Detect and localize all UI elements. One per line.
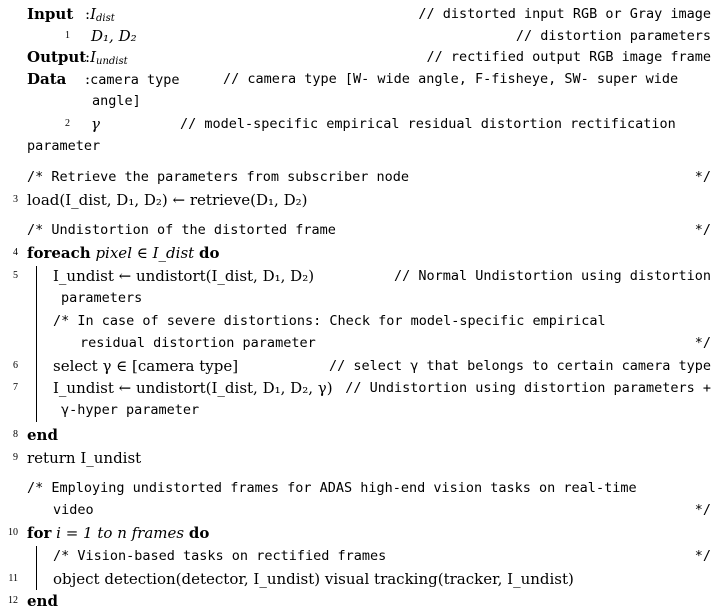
input-var: I <box>90 5 96 23</box>
line-8 <box>0 423 719 447</box>
line-6 <box>0 354 719 378</box>
input-line: Input $:I_{dist}$ // distorted input RGB or Gray image <box>0 2 719 26</box>
line-number: 11 <box>8 573 18 584</box>
keyword-do: do <box>188 524 210 542</box>
statement: I_undist ← undistort(I_dist, D₁, D₂, γ) <box>53 379 333 397</box>
statement: select γ ∈ [camera type] <box>53 357 239 375</box>
line-4 <box>0 241 719 265</box>
foreach-block-bar <box>36 266 37 422</box>
line-number: 8 <box>13 429 18 440</box>
line-11 <box>0 567 719 591</box>
output-label: Output <box>27 48 87 66</box>
statement-comment: // Normal Undistortion using distortion <box>394 268 711 284</box>
keyword-end: end <box>27 592 58 610</box>
statement: return I_undist <box>27 449 142 467</box>
statement-comment: // select γ that belongs to certain camera type <box>328 358 711 374</box>
comment-retrieve: /* Retrieve the parameters from subscriber node */ <box>27 169 711 185</box>
data-comment: // camera type [W- wide angle, F-fisheye, SW- super wide <box>223 71 679 87</box>
line-number: 10 <box>8 527 18 538</box>
params-comment: // distortion parameters <box>515 28 711 44</box>
output-sub: undist <box>96 56 128 67</box>
comment-vision: /* Vision-based tasks on rectified frames */ <box>53 548 711 564</box>
line-number: 6 <box>13 360 18 371</box>
keyword-end: end <box>27 426 58 444</box>
keyword-foreach: foreach <box>27 244 91 262</box>
output-var: I <box>90 48 96 66</box>
input-comment: // distorted input RGB or Gray image <box>418 6 711 22</box>
statement-comment-cont: parameters <box>61 290 143 306</box>
comment-adas: /* Employing undistorted frames for ADAS high-end vision tasks on real-time <box>27 480 637 496</box>
keyword-do: do <box>198 244 220 262</box>
keyword-for: for <box>27 524 52 542</box>
statement: I_undist ← undistort(I_dist, D₁, D₂) <box>53 267 315 285</box>
gamma-comment-cont: parameter <box>27 138 101 154</box>
algorithm-block: Input $:I_{dist}$ // distorted input RGB or Gray image 1 D₁, D₂ // distortion parameters Output $:I_{undist}$ // rectified output RGB image frame Data :camera type // camera type [W- wide angle, F-fisheye, SW- super wide angle] 2 γ // model-specific empirical residual distortion rectification parameter /* Retrieve the parameters from subscriber node */ 3 load(I_dist, D₁, D₂) ← retrieve(D₁, D₂) /* Undistortion of the distorted frame */ 4 foreach pixel ∈ I_dist do 5 I_undist ← undistort(I_dist, D₁, D₂) // Normal Undistortion using distortion parameters /* In case of severe distortions: Check for model-specific empirical residual distortion parameter */ 6 select γ ∈ [camera type] // select γ that belongs to certain camera type 7 I_undist ← undistort(I_dist, D₁, D₂, γ) // Undistortion using distortion parameters + γ-hyper parameter 8 end 9 return I_undist /* Employing undistorted frames for ADAS high-end vision tasks on real-time video */ 10 for i = 1 to n frames do /* Vision-based tasks on rectified frames */ 11 object detection(detector, I_undist) visual tracking(tracker, I_undist) 12 end <box>0 0 719 612</box>
line-number: 3 <box>13 194 18 205</box>
line-5 <box>0 264 719 288</box>
comment-undistort: /* Undistortion of the distorted frame */ <box>27 222 711 238</box>
line-number: 1 <box>65 30 70 41</box>
data-label: Data <box>27 70 67 88</box>
params: D₁, D₂ <box>91 27 137 45</box>
comment-severe: /* In case of severe distortions: Check for model-specific empirical <box>53 313 606 329</box>
line-7 <box>0 376 719 400</box>
statement: load(I_dist, D₁, D₂) ← retrieve(D₁, D₂) <box>27 191 308 209</box>
loop-condition: i = 1 to n frames <box>56 524 185 542</box>
output-comment: // rectified output RGB image frame <box>426 49 711 65</box>
input-label: Input <box>27 5 74 23</box>
line-12 <box>0 589 719 613</box>
line-3 <box>0 188 719 212</box>
data-comment-cont: angle] <box>92 93 141 109</box>
line-number: 5 <box>13 270 18 281</box>
input-sub: dist <box>96 13 115 24</box>
data-item: camera type <box>90 72 180 88</box>
statement-comment-cont: γ-hyper parameter <box>61 402 200 418</box>
line-10 <box>0 521 719 545</box>
data-line: Data :camera type // camera type [W- wide angle, F-fisheye, SW- super wide <box>0 67 719 91</box>
gamma-comment: // model-specific empirical residual distortion rectification <box>180 116 676 132</box>
for-block-bar <box>36 546 37 590</box>
loop-condition: pixel ∈ I_dist <box>95 244 195 262</box>
line-number: 7 <box>13 382 18 393</box>
statement: object detection(detector, I_undist) visual tracking(tracker, I_undist) <box>53 570 574 588</box>
line-9 <box>0 446 719 470</box>
statement-comment: // Undistortion using distortion parameters + <box>345 380 711 396</box>
line-number: 12 <box>8 595 18 606</box>
line-2 <box>0 112 719 136</box>
line-number: 2 <box>65 118 70 129</box>
output-line: Output $:I_{undist}$ // rectified output RGB image frame <box>0 45 719 69</box>
gamma: γ <box>91 115 100 133</box>
line-number: 9 <box>13 452 18 463</box>
line-number: 4 <box>13 247 18 258</box>
